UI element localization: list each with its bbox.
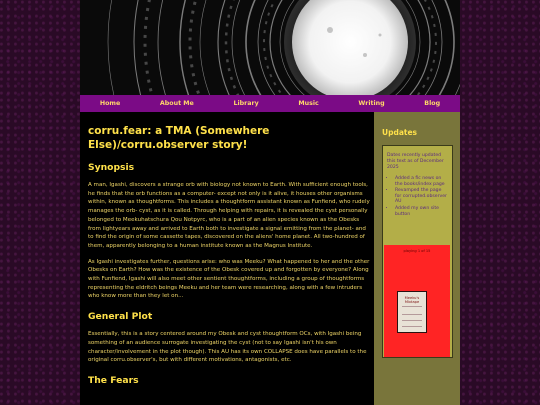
nav-writing[interactable]: Writing	[358, 100, 385, 107]
synopsis-paragraph: As Igashi investigates further, questions arise: who was Meeku? What happened to her and the other Obesks on Earth? How was the existence of the Obesk covered up and forgotten by everyone? Along with Funfiend, Igashi will also meet other sentient thoughtforms, including a group of thoughtforms representing the eldritch beings Meeku and her team were researching, along with a few intruders who know more than they let on...	[88, 258, 370, 300]
page-frame	[80, 0, 460, 405]
banner-image	[80, 0, 460, 95]
updates-list	[387, 176, 449, 217]
header-banner	[80, 0, 460, 95]
nav-blog[interactable]: Blog	[424, 100, 441, 107]
section-heading-general-plot: General Plot	[88, 311, 153, 323]
cover-divider	[402, 306, 422, 307]
update-item: • Revamped the page for corrupted.observer AU	[395, 188, 449, 205]
cover-divider	[402, 320, 422, 321]
nav-library[interactable]: Library	[233, 100, 259, 107]
updates-sidebar	[374, 112, 460, 405]
nav-home[interactable]: Home	[99, 100, 121, 107]
synopsis-paragraph: A man, Igashi, discovers a strange orb with biology not known to Earth. With sufficient enough tools, he finds that the orb functions as a computer- except not only is it alive, it houses other organisms within, known as thoughtforms. This includes a thoughtform assistant known as Funfiend, who rudely manages the orb- cyst, as it is called. Through helping with repairs, it is revealed the cyst personally belonged to Meekuhatschura Qou Notpyrc, who is a part of an alien species known as the Obesks from lightyears away and arrived to Earth both to investigate a signal emitting from the planet- and to find the origin of some cassette tapes, discovered on the aliens' home planet. All two-hundred of them, apparently belonging to a human institute known as the Magnus Institute.	[88, 182, 370, 249]
player-track-label: playing 1 of 15	[403, 249, 431, 253]
cover-divider	[402, 314, 422, 315]
nav-music[interactable]: Music	[298, 100, 319, 107]
page-title: corru.fear: a TMA (Somewhere Else)/corru.observer story!	[88, 125, 270, 151]
update-item: • Added my own site button	[395, 206, 449, 217]
sidebar-heading: Updates	[382, 128, 418, 137]
section-heading-the-fears: The Fears	[88, 374, 139, 386]
main-nav	[80, 95, 460, 112]
updates-intro: Dates recently updated this text as of December 2025	[387, 153, 444, 170]
section-heading-synopsis: Synopsis	[88, 162, 135, 173]
album-cover	[397, 291, 427, 333]
general-plot-paragraph: Essentially, this is a story centered around my Obesk and cyst thoughtform OCs, with Igashi being something of an audience surrogate investigating the cyst (not to say Igashi isn't his own character/involvement in the plot though). This AU has its own COLLAPSE does have parallels to the original corru.observer's, but with different motivations, antagonists, etc.	[88, 331, 367, 364]
music-player[interactable]	[384, 245, 450, 357]
updates-box[interactable]	[382, 145, 453, 358]
album-cover-title: Meeku's Mixtape	[404, 296, 420, 305]
cover-divider	[402, 326, 422, 327]
main-content	[88, 125, 371, 394]
nav-about-me[interactable]: About Me	[159, 100, 194, 107]
update-item: • Added a fic news on the books/index page	[395, 176, 449, 187]
